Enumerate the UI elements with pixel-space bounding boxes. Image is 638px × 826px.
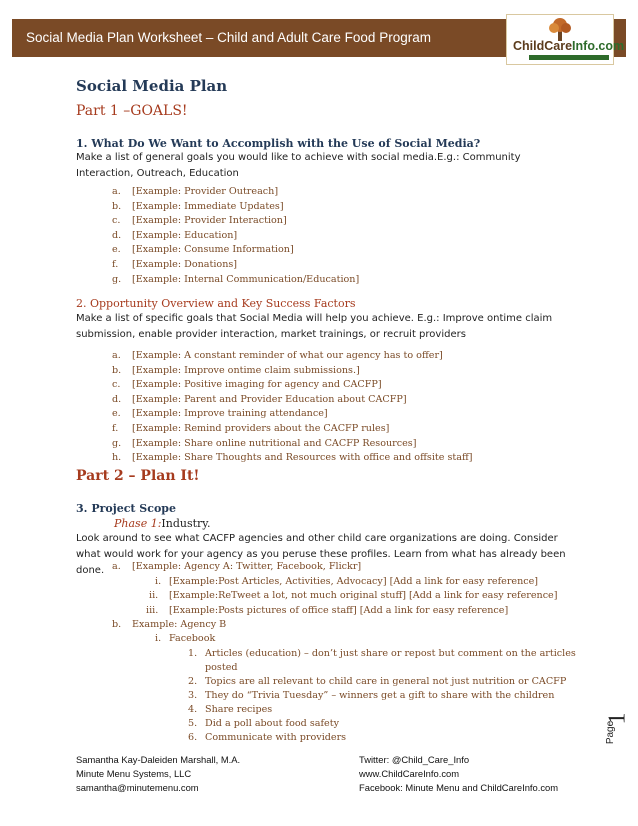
list-text: [Example: A constant reminder of what our agency has to offer] [132,350,443,361]
section3-description: Look around to see what CACFP agencies and other child care organizations are doing. Consider what would work for your agency as you peruse these profiles. Learn from what has already been done. [76,533,566,576]
phase-text: Industry. [161,517,211,530]
list-letter: f. [112,258,119,270]
section2-list [112,349,473,466]
list-letter: b. [112,364,122,376]
list-item [112,422,473,437]
list-letter: a. [112,186,121,197]
list-text: [Example: Donations] [132,258,238,270]
agency-b-point-2: 2. Topics are all relevant to child care in general not just nutrition or CACFP [188,676,567,687]
agency-b-point-5: 5. Did a poll about food safety [188,718,339,729]
page-heading: Social Media Plan [76,77,228,95]
section3-title: 3. Project Scope [76,502,176,515]
part2-title: Part 2 – Plan It! [76,468,200,484]
list-text: [Example: Share online nutritional and CACFP Resources] [132,437,417,449]
list-letter: e. [112,408,121,420]
section1-title: 1. What Do We Want to Accomplish with the Use of Social Media? [76,137,481,150]
list-item [112,407,473,422]
page-number [603,705,629,751]
page-label: Page [605,720,617,745]
list-letter: c. [112,379,121,391]
footer-left [76,753,240,795]
footer-right [359,753,558,795]
list-item [112,437,473,452]
list-text: [Example: Provider Outreach] [132,186,279,197]
list-item [112,349,473,364]
list-text: [Example: Share Thoughts and Resources with office and offsite staff] [132,452,473,464]
footer-twitter[interactable]: Twitter: @Child_Care_Info [359,754,470,765]
list-item [112,273,359,288]
agency-a-sub-3: iii. [Example:Posts pictures of office staff] [Add a link for easy reference] [146,605,509,616]
list-letter: b. [112,200,122,212]
list-item [112,451,473,466]
agency-b-item: b. Example: Agency B [112,619,227,630]
childcareinfo-logo [506,14,625,65]
list-letter: f. [112,422,119,434]
list-item [112,214,359,229]
list-letter: d. [112,393,122,405]
footer-email[interactable]: samantha@minutemenu.com [76,782,199,793]
list-letter: h. [112,452,122,464]
part1-title: Part 1 –GOALS! [76,103,188,119]
agency-a-item: a. [Example: Agency A: Twitter, Facebook, Flickr] [112,561,362,572]
footer-company: Minute Menu Systems, LLC [76,768,192,779]
list-text: [Example: Parent and Provider Education about CACFP] [132,393,407,405]
list-letter: g. [112,273,122,285]
document-title: Social Media Plan Worksheet – Child and Adult Care Food Program [26,30,431,45]
list-text: [Example: Internal Communication/Education] [132,273,360,285]
list-text: [Example: Improve ontime claim submissions.] [132,364,360,376]
footer-author: Samantha Kay-Daleiden Marshall, M.A. [76,754,241,765]
list-letter: c. [112,215,121,227]
agency-b-point-3: 3. They do “Trivia Tuesday” – winners get a gift to share with the children [188,690,555,701]
list-letter: g. [112,437,122,449]
phase-line [114,517,211,530]
section1-list [112,185,359,287]
agency-b-point-4: 4. Share recipes [188,704,273,715]
list-text: [Example: Provider Interaction] [132,215,287,227]
section2-description: Make a list of specific goals that Social Media will help you achieve. E.g.: Improve ontime claim submission, enable provider interaction, market trainings, or recruit providers [76,313,553,340]
list-text: [Example: Remind providers about the CACFP rules] [132,422,390,434]
list-text: [Example: Improve training attendance] [132,408,328,420]
agency-a-sub-1: i. [Example:Post Articles, Activities, Advocacy] [Add a link for easy reference] [155,576,539,587]
list-letter: d. [112,229,122,241]
agency-b-point-6: 6. Communicate with providers [188,732,347,743]
list-item [112,243,359,258]
list-item [112,229,359,244]
list-text: [Example: Education] [132,229,238,241]
page-number-value: 1 [604,712,631,725]
agency-b-point-1: 1. Articles (education) – don’t just share or repost but comment on the articles [188,648,576,659]
list-item [112,185,359,200]
footer-website[interactable]: www.ChildCareInfo.com [359,768,460,779]
footer-facebook[interactable]: Facebook: Minute Menu and ChildCareInfo.com [359,782,559,793]
list-text: [Example: Immediate Updates] [132,200,284,212]
phase-label: Phase 1: [114,517,162,530]
list-item [112,364,473,379]
logo-text: ChildCareInfo.com [513,39,625,53]
list-item [112,393,473,408]
list-item [112,200,359,215]
section2-title: 2. Opportunity Overview and Key Success Factors [76,297,356,310]
list-text: [Example: Consume Information] [132,244,294,256]
list-item [112,378,473,393]
tree-icon [545,17,575,41]
agency-b-point-1-cont: posted [205,662,238,673]
agency-b-facebook: i. Facebook [155,633,216,644]
list-text: [Example: Positive imaging for agency and CACFP] [132,379,382,391]
list-letter: e. [112,244,121,256]
agency-a-sub-2: ii. [Example:ReTweet a lot, not much original stuff] [Add a link for easy reference] [149,590,558,601]
section1-description: Make a list of general goals you would like to achieve with social media.E.g.: Community Interaction, Outreach, Education [76,152,521,179]
logo-tagline-bar [529,55,609,60]
list-item [112,258,359,273]
list-letter: a. [112,350,121,361]
